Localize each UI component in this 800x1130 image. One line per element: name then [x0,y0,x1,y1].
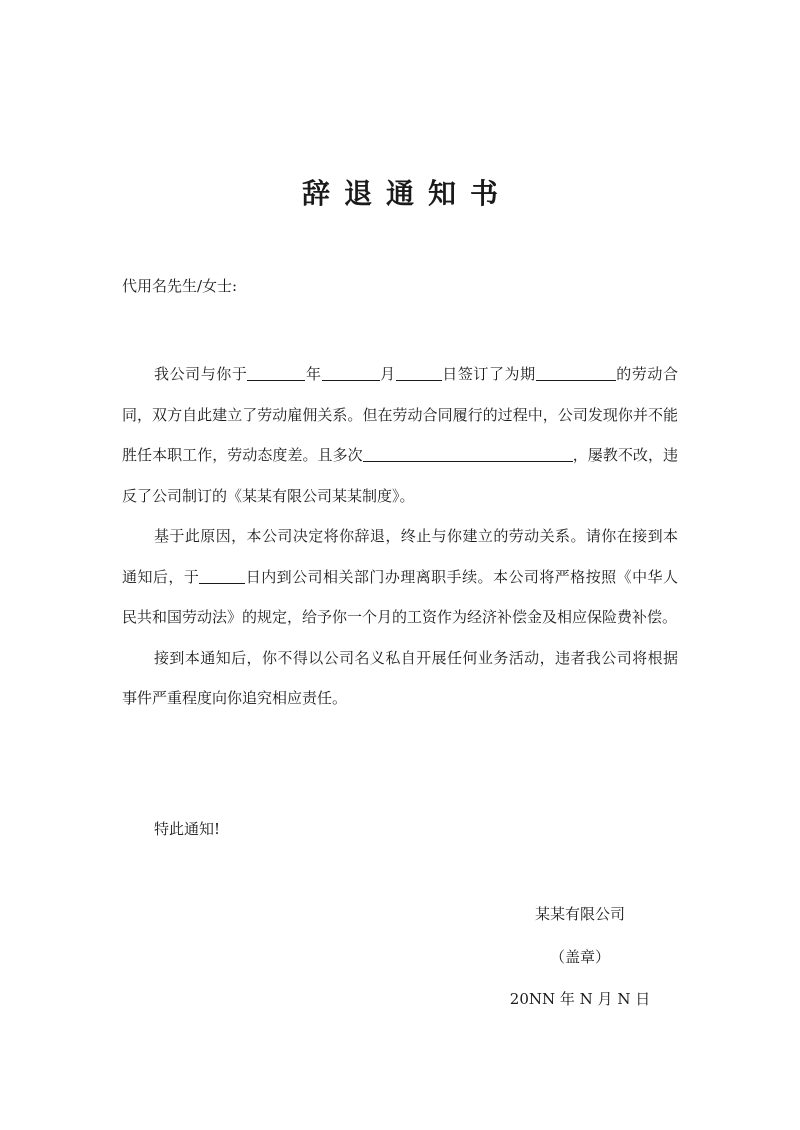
document-body [122,354,678,719]
salutation: 代用名先生/女士: [122,277,238,295]
paragraph-text: 我公司与你于 [154,365,248,383]
paragraph-text: 基于此原因，本公司决定将你辞退，终止与你建立的劳动关系。请你在接到本通知后，于 [122,527,678,586]
paragraph-contract [122,354,678,516]
paragraph-text: ，屡教不改，违反了公司制订的《某某有限公司某某制度》。 [122,446,678,505]
signature-seal: （盖章） [549,948,610,966]
closing-text: 特此通知! [154,820,221,838]
paragraph-text: 日内到公司相关部门办理离职手续。本公司将严格按照《中华人民共和国劳动法》的规定，给予你一个月的工资作为经济补偿金及相应保险费补偿。 [122,567,678,626]
paragraph-text: 月 [379,365,396,383]
blank-year [247,364,305,381]
paragraph-text: 日签订了为期 [441,365,536,383]
document-title: 辞退通知书 [301,177,512,210]
blank-month [322,364,380,381]
blank-day [396,364,442,381]
paragraph-text: 年 [305,365,322,383]
blank-days [199,567,245,584]
blank-violations [363,445,573,462]
blank-term [536,364,616,381]
paragraph-warning: 接到本通知后，你不得以公司名义私自开展任何业务活动，违者我公司将根据事件严重程度向你追究相应责任。 [122,648,678,707]
paragraph-dismissal [122,516,678,638]
signature-company: 某某有限公司 [534,905,625,923]
paragraph-text: 的劳动合同，双方自此建立了劳动雇佣关系。但在劳动合同履行的过程中，公司发现你并不能胜任本职工作，劳动态度差。且多次 [122,365,678,464]
signature-date: 20NN 年 N 月 N 日 [509,990,651,1008]
